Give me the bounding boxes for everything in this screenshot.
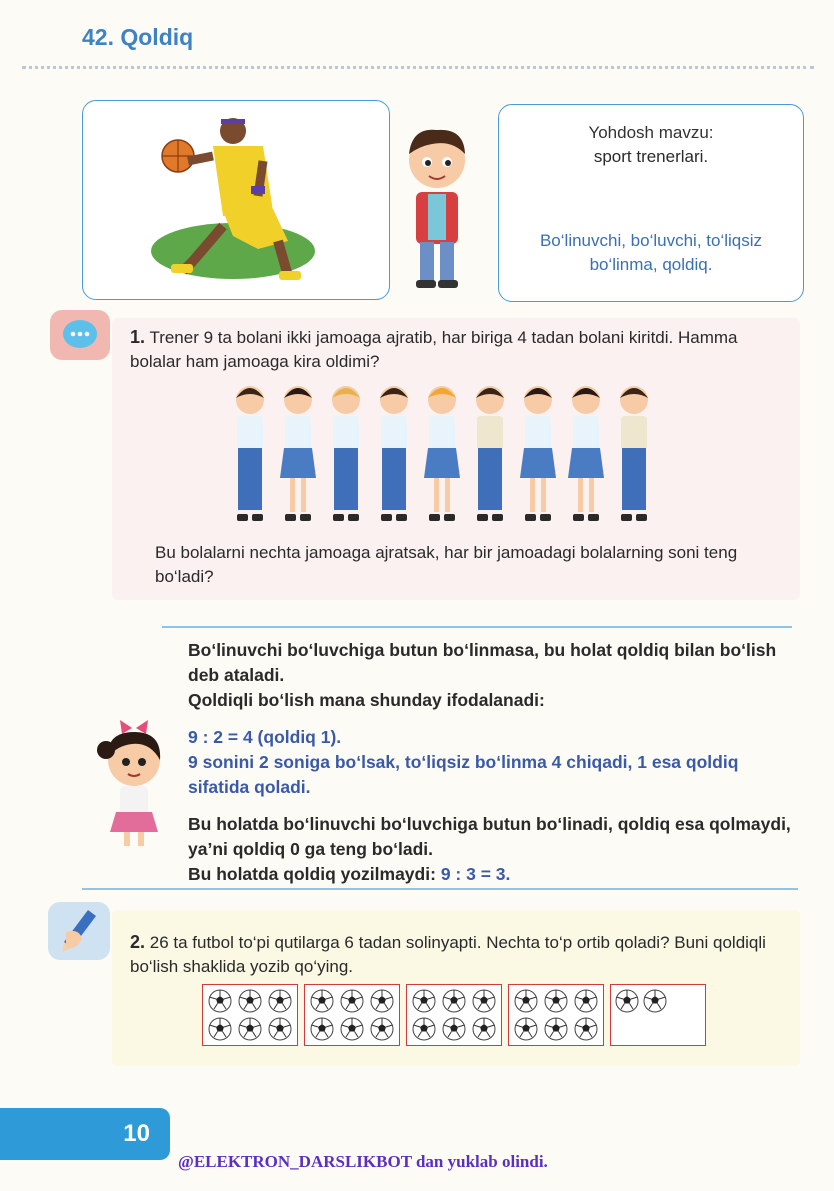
rule-p4-text: Bu holatda qoldiq yozilmaydi: bbox=[188, 864, 436, 884]
basketball-illustration bbox=[82, 100, 390, 300]
rule-block bbox=[188, 638, 794, 887]
soccer-ball-icon bbox=[544, 1017, 568, 1041]
soccer-ball-icon bbox=[412, 989, 436, 1013]
rule-example-1: 9 : 2 = 4 (qoldiq 1). bbox=[188, 727, 342, 747]
soccer-ball-icon bbox=[310, 1017, 334, 1041]
soccer-ball-icon bbox=[514, 1017, 538, 1041]
task2-icon-bg bbox=[48, 902, 110, 960]
girl-character-icon bbox=[92, 720, 172, 852]
pencil-hand-icon bbox=[48, 902, 110, 960]
ball-box bbox=[406, 984, 502, 1046]
soccer-ball-icon bbox=[208, 989, 232, 1013]
soccer-ball-icon bbox=[615, 989, 639, 1013]
soccer-ball-icon bbox=[370, 989, 394, 1013]
ball-box bbox=[202, 984, 298, 1046]
rule-p3: Bu holatda bo‘linuvchi bo‘luvchiga butun bo‘linadi, qoldiq esa qolmaydi, ya’ni qoldiq 0 ga teng bo‘ladi. bbox=[188, 814, 791, 859]
ball-boxes bbox=[202, 984, 706, 1046]
child-figure bbox=[380, 386, 408, 521]
topic-line-3: Bo‘linuvchi, bo‘luvchi, to‘liqsiz bbox=[539, 231, 763, 250]
rule-p4-example: 9 : 3 = 3. bbox=[440, 864, 511, 884]
soccer-ball-icon bbox=[238, 989, 262, 1013]
soccer-ball-icon bbox=[238, 1017, 262, 1041]
soccer-ball-icon bbox=[472, 1017, 496, 1041]
rule-p4 bbox=[188, 862, 794, 887]
topic-box bbox=[498, 104, 804, 302]
soccer-ball-icon bbox=[442, 1017, 466, 1041]
task2-text-block bbox=[130, 930, 770, 979]
topic-line-4: bo‘linma, qoldiq. bbox=[589, 255, 713, 274]
dotted-divider bbox=[22, 66, 814, 69]
basketball-player-icon bbox=[83, 101, 389, 299]
soccer-ball-icon bbox=[574, 1017, 598, 1041]
task2-number: 2. bbox=[130, 932, 146, 952]
page-number: 10 bbox=[0, 1108, 170, 1160]
ball-box bbox=[508, 984, 604, 1046]
ball-box bbox=[610, 984, 706, 1046]
rule-bottom-line bbox=[82, 888, 798, 890]
rule-top-line bbox=[162, 626, 792, 628]
soccer-ball-icon bbox=[340, 989, 364, 1013]
child-figure bbox=[424, 386, 460, 521]
soccer-ball-icon bbox=[208, 1017, 232, 1041]
task2-text: 26 ta futbol to‘pi qutilarga 6 tadan solinyapti. Nechta to‘p ortib qoladi? Buni qoldiqli bo‘lish shaklida yozib qo‘ying. bbox=[130, 933, 766, 976]
boy-character-icon bbox=[402, 122, 472, 294]
page-title: 42. Qoldiq bbox=[82, 24, 194, 50]
task1-question: Bu bolalarni nechta jamoaga ajratsak, har bir jamoadagi bolalarning soni teng bo‘ladi? bbox=[155, 543, 738, 586]
soccer-ball-icon bbox=[514, 989, 538, 1013]
child-figure bbox=[476, 386, 504, 521]
footer-text: @ELEKTRON_DARSLIKBOT dan yuklab olindi. bbox=[178, 1152, 548, 1171]
topic-line-1: Yohdosh mavzu: bbox=[588, 123, 714, 142]
soccer-ball-icon bbox=[574, 989, 598, 1013]
soccer-ball-icon bbox=[472, 989, 496, 1013]
topic-line-2: sport trenerlari. bbox=[593, 147, 709, 166]
chat-bubble-icon bbox=[50, 310, 110, 360]
soccer-ball-icon bbox=[370, 1017, 394, 1041]
soccer-ball-icon bbox=[412, 1017, 436, 1041]
task1-text: Trener 9 ta bolani ikki jamoaga ajratib, har biriga 4 tadan bolani kiritdi. Hamma bolalar ham jamoaga kira oldimi? bbox=[130, 328, 738, 371]
soccer-ball-icon bbox=[310, 989, 334, 1013]
soccer-ball-icon bbox=[544, 989, 568, 1013]
child-figure bbox=[520, 386, 556, 521]
children-group-illustration bbox=[228, 378, 668, 526]
soccer-ball-icon bbox=[643, 989, 667, 1013]
rule-p2: Qoldiqli bo‘lish mana shunday ifodalanadi: bbox=[188, 690, 545, 710]
child-figure bbox=[236, 386, 264, 521]
task1-text-block bbox=[130, 325, 790, 374]
rule-p1: Bo‘linuvchi bo‘luvchiga butun bo‘linmasa, bu holat qoldiq bilan bo‘lish deb ataladi. bbox=[188, 640, 777, 685]
soccer-ball-icon bbox=[268, 989, 292, 1013]
child-figure bbox=[568, 386, 604, 521]
ball-box bbox=[304, 984, 400, 1046]
soccer-ball-icon bbox=[442, 989, 466, 1013]
child-figure bbox=[280, 386, 316, 521]
soccer-ball-icon bbox=[340, 1017, 364, 1041]
soccer-ball-icon bbox=[268, 1017, 292, 1041]
child-figure bbox=[620, 386, 648, 521]
rule-example-2: 9 sonini 2 soniga bo‘lsak, to‘liqsiz bo‘linma 4 chiqadi, 1 esa qoldiq sifatida qoladi. bbox=[188, 752, 739, 797]
child-figure bbox=[332, 386, 360, 521]
task1-number: 1. bbox=[130, 327, 146, 347]
task1-icon-bg bbox=[50, 310, 110, 360]
